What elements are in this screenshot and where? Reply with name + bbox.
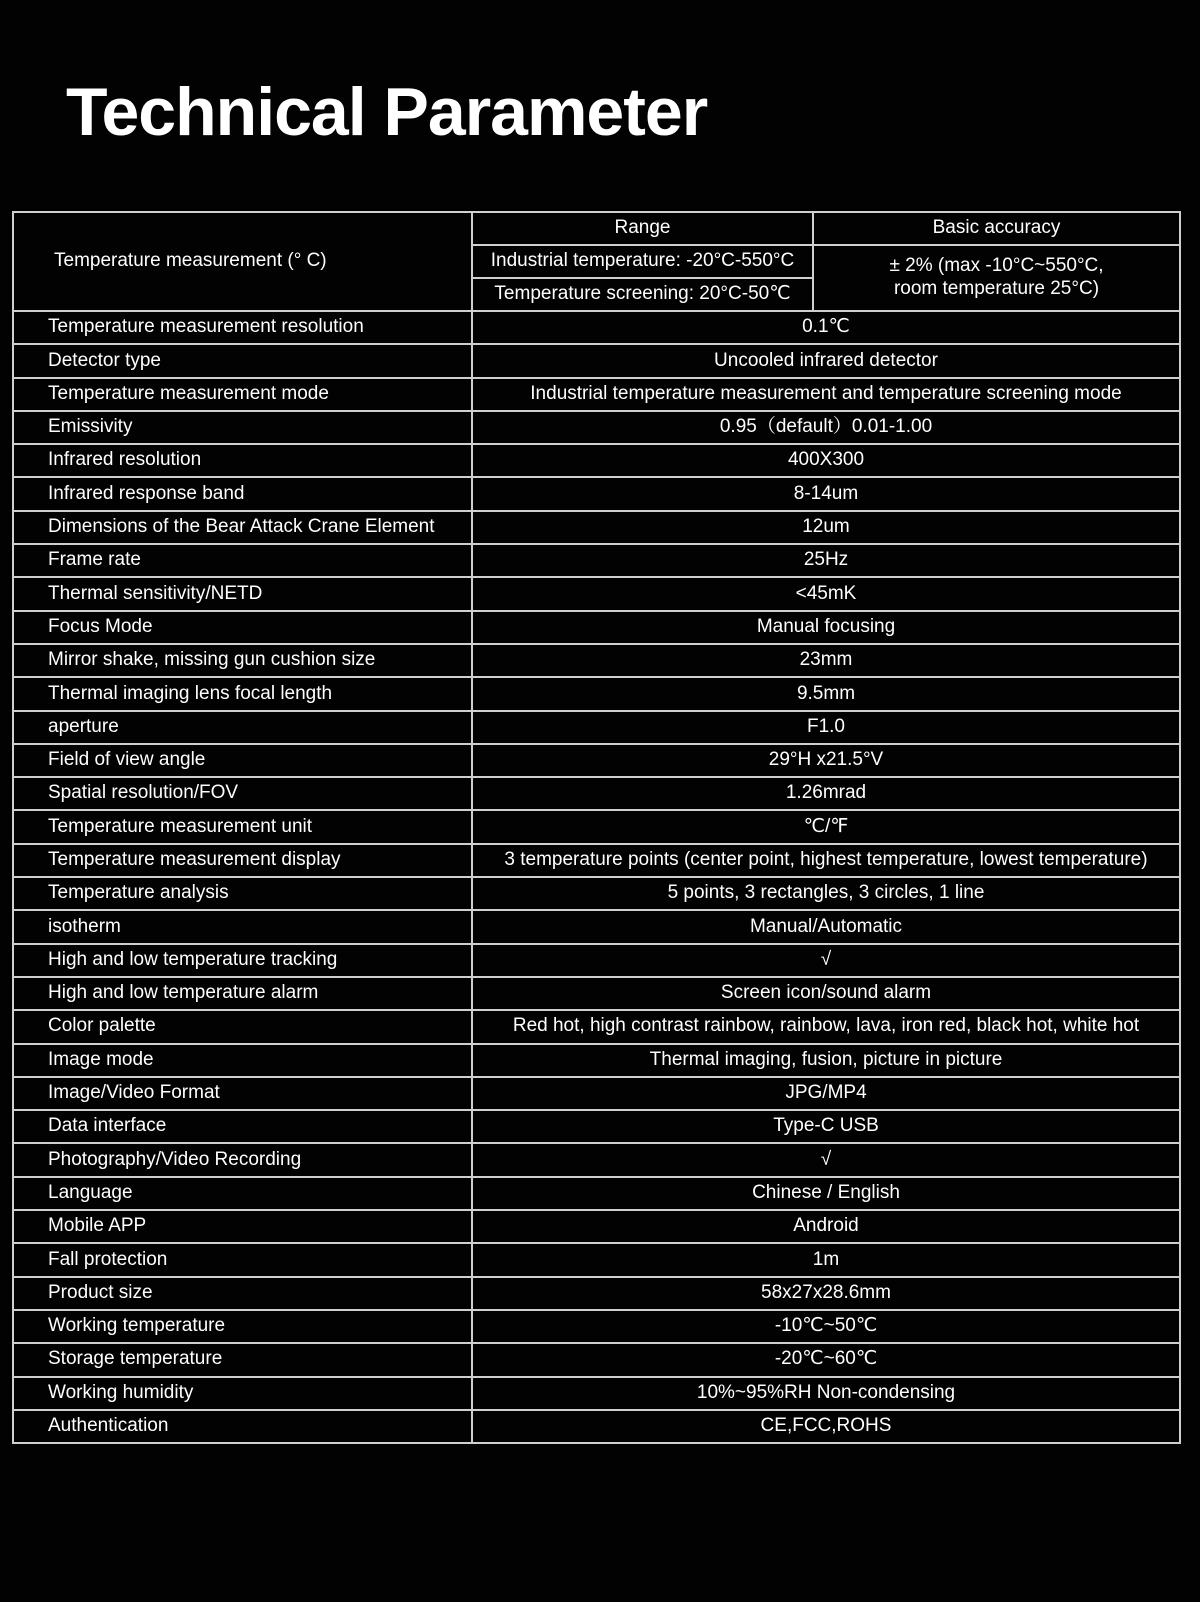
row-label: Thermal imaging lens focal length bbox=[13, 677, 472, 710]
row-value: 23mm bbox=[472, 644, 1180, 677]
table-row bbox=[13, 944, 1180, 977]
row-value: 10%~95%RH Non-condensing bbox=[472, 1377, 1180, 1410]
row-value: Thermal imaging, fusion, picture in picture bbox=[472, 1044, 1180, 1077]
row-label: aperture bbox=[13, 711, 472, 744]
table-row bbox=[13, 711, 1180, 744]
accuracy-value bbox=[813, 245, 1180, 311]
table-row bbox=[13, 444, 1180, 477]
row-value: 1m bbox=[472, 1243, 1180, 1276]
row-value: Chinese / English bbox=[472, 1177, 1180, 1210]
row-label: Working temperature bbox=[13, 1310, 472, 1343]
table-row bbox=[13, 477, 1180, 510]
row-value: Uncooled infrared detector bbox=[472, 344, 1180, 377]
accuracy-line-1: ± 2% (max -10°C~550°C, bbox=[889, 255, 1104, 277]
table-row bbox=[13, 744, 1180, 777]
row-label: Focus Mode bbox=[13, 611, 472, 644]
table-row bbox=[13, 378, 1180, 411]
row-value: 0.95（default）0.01-1.00 bbox=[472, 411, 1180, 444]
row-value: Manual focusing bbox=[472, 611, 1180, 644]
row-label: High and low temperature tracking bbox=[13, 944, 472, 977]
table-row bbox=[13, 1243, 1180, 1276]
temp-measurement-header-row bbox=[13, 212, 1180, 245]
row-label: Temperature measurement display bbox=[13, 844, 472, 877]
spec-rows bbox=[13, 311, 1180, 1443]
table-row bbox=[13, 1277, 1180, 1310]
table-row bbox=[13, 1343, 1180, 1376]
row-value: Screen icon/sound alarm bbox=[472, 977, 1180, 1010]
table-row bbox=[13, 611, 1180, 644]
table-row bbox=[13, 1177, 1180, 1210]
table-row bbox=[13, 411, 1180, 444]
row-value: √ bbox=[472, 944, 1180, 977]
row-value: Type-C USB bbox=[472, 1110, 1180, 1143]
row-label: Dimensions of the Bear Attack Crane Element bbox=[13, 511, 472, 544]
table-row bbox=[13, 344, 1180, 377]
row-label: isotherm bbox=[13, 910, 472, 943]
table-row bbox=[13, 1044, 1180, 1077]
row-label: Authentication bbox=[13, 1410, 472, 1443]
table-row bbox=[13, 844, 1180, 877]
table-row bbox=[13, 1143, 1180, 1176]
row-value: 5 points, 3 rectangles, 3 circles, 1 line bbox=[472, 877, 1180, 910]
table-row bbox=[13, 1077, 1180, 1110]
spec-table bbox=[12, 211, 1181, 1444]
row-label: Spatial resolution/FOV bbox=[13, 777, 472, 810]
row-value: <45mK bbox=[472, 577, 1180, 610]
row-label: Data interface bbox=[13, 1110, 472, 1143]
row-value: Android bbox=[472, 1210, 1180, 1243]
table-row bbox=[13, 577, 1180, 610]
row-label: Frame rate bbox=[13, 544, 472, 577]
row-value: 12um bbox=[472, 511, 1180, 544]
table-row bbox=[13, 910, 1180, 943]
row-label: Infrared resolution bbox=[13, 444, 472, 477]
row-label: Mobile APP bbox=[13, 1210, 472, 1243]
row-label: Color palette bbox=[13, 1010, 472, 1043]
row-value: -20℃~60℃ bbox=[472, 1343, 1180, 1376]
table-row bbox=[13, 1210, 1180, 1243]
row-label: Emissivity bbox=[13, 411, 472, 444]
row-label: Field of view angle bbox=[13, 744, 472, 777]
table-row bbox=[13, 1110, 1180, 1143]
table-row bbox=[13, 1010, 1180, 1043]
row-value: 8-14um bbox=[472, 477, 1180, 510]
table-row bbox=[13, 677, 1180, 710]
row-label: Infrared response band bbox=[13, 477, 472, 510]
row-value: 0.1℃ bbox=[472, 311, 1180, 344]
row-value: 25Hz bbox=[472, 544, 1180, 577]
row-label: Temperature analysis bbox=[13, 877, 472, 910]
row-value: ℃/℉ bbox=[472, 810, 1180, 843]
row-label: Storage temperature bbox=[13, 1343, 472, 1376]
row-label: Detector type bbox=[13, 344, 472, 377]
row-label: Photography/Video Recording bbox=[13, 1143, 472, 1176]
row-label: Fall protection bbox=[13, 1243, 472, 1276]
temp-measurement-label: Temperature measurement (° C) bbox=[13, 212, 472, 311]
row-label: Temperature measurement mode bbox=[13, 378, 472, 411]
row-value: 400X300 bbox=[472, 444, 1180, 477]
accuracy-line-2: room temperature 25°C) bbox=[893, 278, 1100, 299]
row-value: 3 temperature points (center point, highest temperature, lowest temperature) bbox=[472, 844, 1180, 877]
row-value: -10℃~50℃ bbox=[472, 1310, 1180, 1343]
row-label: Image mode bbox=[13, 1044, 472, 1077]
table-row bbox=[13, 511, 1180, 544]
table-row bbox=[13, 877, 1180, 910]
table-row bbox=[13, 1377, 1180, 1410]
spec-table-body bbox=[13, 212, 1180, 311]
row-value: Manual/Automatic bbox=[472, 910, 1180, 943]
table-row bbox=[13, 1410, 1180, 1443]
accuracy-header: Basic accuracy bbox=[813, 212, 1180, 245]
table-row bbox=[13, 544, 1180, 577]
row-value: CE,FCC,ROHS bbox=[472, 1410, 1180, 1443]
row-label: Temperature measurement unit bbox=[13, 810, 472, 843]
range-header: Range bbox=[472, 212, 813, 245]
page-title: Technical Parameter bbox=[66, 74, 708, 150]
table-row bbox=[13, 311, 1180, 344]
row-label: Image/Video Format bbox=[13, 1077, 472, 1110]
row-value: 58x27x28.6mm bbox=[472, 1277, 1180, 1310]
table-row bbox=[13, 777, 1180, 810]
row-label: Working humidity bbox=[13, 1377, 472, 1410]
table-row bbox=[13, 810, 1180, 843]
row-label: Product size bbox=[13, 1277, 472, 1310]
screening-range: Temperature screening: 20°C-50℃ bbox=[472, 278, 813, 311]
row-value: Industrial temperature measurement and temperature screening mode bbox=[472, 378, 1180, 411]
row-value: JPG/MP4 bbox=[472, 1077, 1180, 1110]
row-value: F1.0 bbox=[472, 711, 1180, 744]
row-value: 9.5mm bbox=[472, 677, 1180, 710]
row-label: Language bbox=[13, 1177, 472, 1210]
row-label: Thermal sensitivity/NETD bbox=[13, 577, 472, 610]
row-value: √ bbox=[472, 1143, 1180, 1176]
row-value: 1.26mrad bbox=[472, 777, 1180, 810]
row-label: High and low temperature alarm bbox=[13, 977, 472, 1010]
row-value: 29°H x21.5°V bbox=[472, 744, 1180, 777]
row-value: Red hot, high contrast rainbow, rainbow, lava, iron red, black hot, white hot bbox=[472, 1010, 1180, 1043]
row-label: Temperature measurement resolution bbox=[13, 311, 472, 344]
row-label: Mirror shake, missing gun cushion size bbox=[13, 644, 472, 677]
table-row bbox=[13, 644, 1180, 677]
industrial-range: Industrial temperature: -20°C-550°C bbox=[472, 245, 813, 278]
table-row bbox=[13, 977, 1180, 1010]
table-row bbox=[13, 1310, 1180, 1343]
